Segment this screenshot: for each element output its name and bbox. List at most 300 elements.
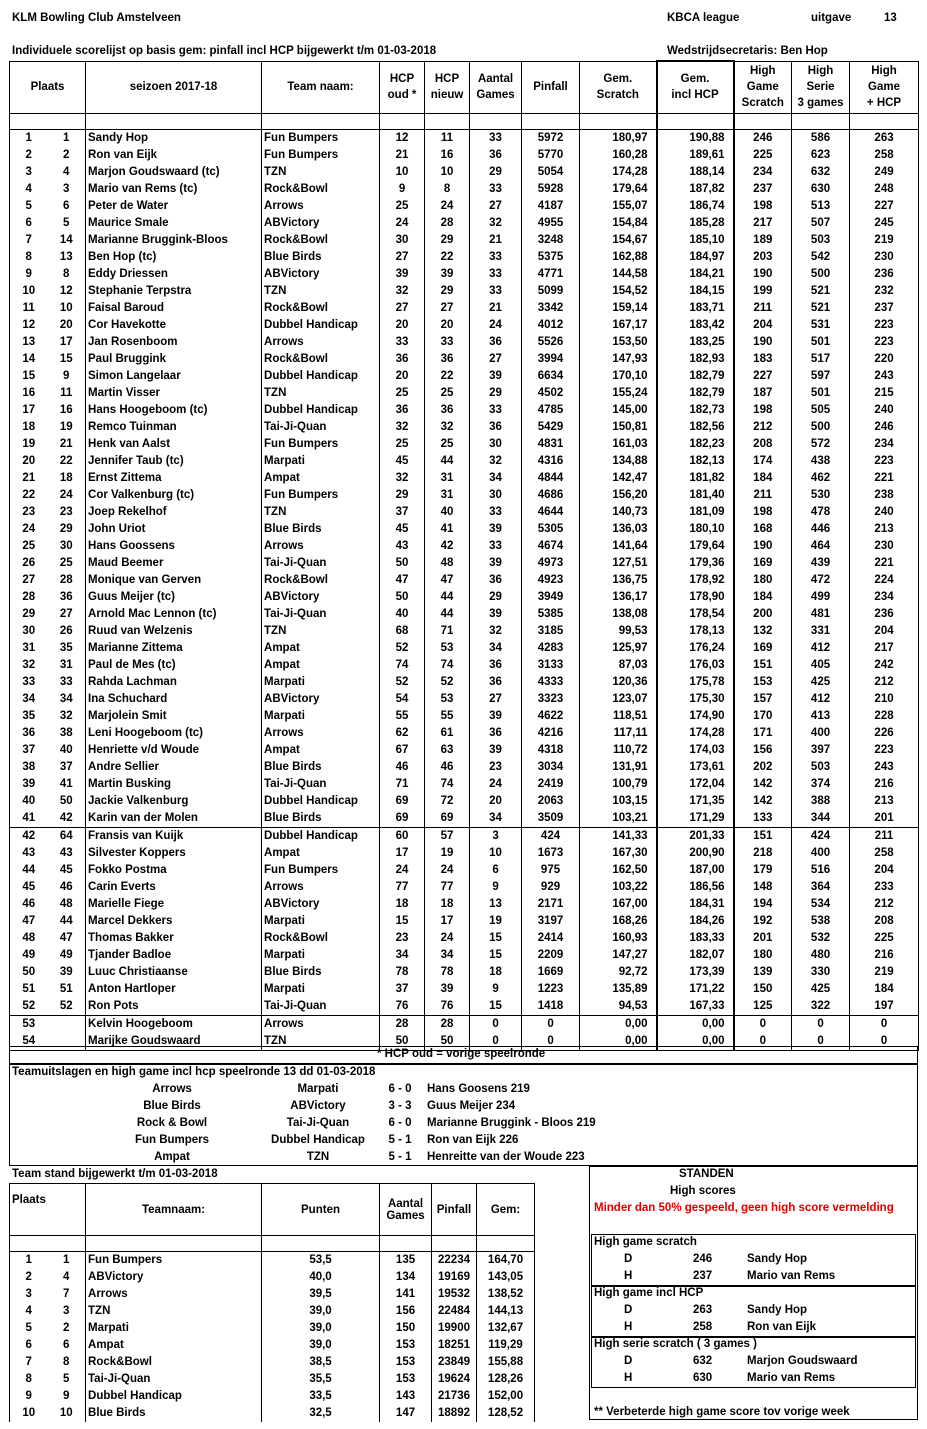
result-highgame: Henreitte van der Woude 223 [427, 1151, 585, 1163]
table-cell: 223 [850, 453, 919, 470]
table-cell: 182,13 [657, 453, 734, 470]
table-row [10, 129, 919, 147]
table-cell: Dubbel Handicap [86, 1388, 262, 1405]
table-cell: Mario van Rems (tc) [86, 181, 262, 198]
table-cell: 0 [734, 1033, 792, 1051]
table-cell: 24 [380, 215, 425, 232]
table-cell: 33 [470, 181, 522, 198]
table-cell: 47 [48, 930, 86, 947]
hg-scratch-h-name: Mario van Rems [747, 1270, 836, 1282]
table-row [10, 1337, 590, 1354]
table-row [10, 930, 919, 947]
table-row [10, 402, 919, 419]
table-cell: Henk van Aalst [86, 436, 262, 453]
table-cell: 51 [10, 981, 48, 998]
table-cell-empty [535, 1337, 590, 1354]
table-cell: 21 [48, 436, 86, 453]
table-cell: ABVictory [262, 266, 380, 283]
table-cell: 12 [10, 317, 48, 334]
table-cell: 586 [792, 129, 850, 147]
table-cell: 2209 [522, 947, 580, 964]
table-cell: 180 [734, 572, 792, 589]
table-cell: 5099 [522, 283, 580, 300]
table-cell: 4955 [522, 215, 580, 232]
table-cell: 23849 [432, 1354, 477, 1371]
table-cell: 5305 [522, 521, 580, 538]
table-cell: 1 [48, 129, 86, 147]
table-cell: 49 [48, 947, 86, 964]
table-cell: 238 [850, 487, 919, 504]
table-cell: 170 [734, 708, 792, 725]
table-cell: 37 [380, 981, 425, 998]
table-row [10, 351, 919, 368]
table-cell: 141,33 [580, 827, 657, 845]
table-cell: 27 [48, 606, 86, 623]
table-cell: 169 [734, 640, 792, 657]
table-cell: 26 [10, 555, 48, 572]
table-cell: 480 [792, 947, 850, 964]
table-cell: 13 [48, 249, 86, 266]
table-cell: 36 [48, 589, 86, 606]
table-cell: 43 [380, 538, 425, 555]
table-cell: 29 [10, 606, 48, 623]
table-cell: 20 [380, 317, 425, 334]
table-cell: Marpati [262, 981, 380, 998]
table-cell: 143 [380, 1388, 432, 1405]
table-cell: 189 [734, 232, 792, 249]
table-cell: 5429 [522, 419, 580, 436]
table-cell: 64 [48, 827, 86, 845]
table-cell: 45 [10, 879, 48, 896]
hg-scratch-d-label: D [624, 1253, 633, 1265]
table-cell: 144,58 [580, 266, 657, 283]
table-cell: 6 [48, 198, 86, 215]
table-row [10, 147, 919, 164]
table-cell: Marpati [262, 947, 380, 964]
table-cell: 397 [792, 742, 850, 759]
table-cell: 182,73 [657, 402, 734, 419]
table-cell: 33 [425, 334, 470, 351]
table-cell: Blue Birds [262, 249, 380, 266]
table-cell: Marjolein Smit [86, 708, 262, 725]
table-cell: 44 [425, 453, 470, 470]
table-cell: 3 [48, 1303, 86, 1320]
table-cell: 19 [48, 419, 86, 436]
table-cell: TZN [262, 164, 380, 181]
table-cell: 69 [380, 810, 425, 828]
table-cell: 507 [792, 215, 850, 232]
hg-hcp-d-score: 263 [693, 1304, 713, 1316]
table-cell: Marpati [86, 1320, 262, 1337]
table-cell: 3949 [522, 589, 580, 606]
table-cell: Marianne Zittema [86, 640, 262, 657]
table-cell-empty [535, 1286, 590, 1303]
table-cell: 1669 [522, 964, 580, 981]
table-cell: 32 [470, 623, 522, 640]
table-cell: Ampat [262, 845, 380, 862]
table-cell: 204 [850, 862, 919, 879]
table-cell: 176,24 [657, 640, 734, 657]
table-cell: Marpati [262, 453, 380, 470]
table-cell: 24 [10, 521, 48, 538]
table-cell: 181,09 [657, 504, 734, 521]
table-cell: 10 [380, 164, 425, 181]
result-away: Marpati [297, 1083, 339, 1095]
table-cell: 225 [850, 930, 919, 947]
table-cell: Dubbel Handicap [262, 317, 380, 334]
table-cell: 21736 [432, 1388, 477, 1405]
table-cell: 33 [10, 674, 48, 691]
table-cell: 478 [792, 504, 850, 521]
table-cell: 34 [425, 947, 470, 964]
table-cell: 184,21 [657, 266, 734, 283]
table-cell: 50 [380, 555, 425, 572]
table-cell: 4771 [522, 266, 580, 283]
table-cell: 136,75 [580, 572, 657, 589]
table-cell: 179,36 [657, 555, 734, 572]
table-cell: 623 [792, 147, 850, 164]
table-cell: 0,00 [580, 1015, 657, 1033]
col-seizoen: seizoen 2017-18 [86, 61, 262, 113]
table-cell: 446 [792, 521, 850, 538]
table-cell: 20 [470, 793, 522, 810]
table-cell: 227 [850, 198, 919, 215]
table-cell: 175,78 [657, 674, 734, 691]
table-cell: 180,97 [580, 129, 657, 147]
table-row [10, 215, 919, 232]
table-cell: 22 [425, 368, 470, 385]
table-cell: 1 [10, 1252, 48, 1270]
table-cell: 232 [850, 283, 919, 300]
table-cell: 3034 [522, 759, 580, 776]
table-cell: 21 [10, 470, 48, 487]
table-cell: 153 [380, 1337, 432, 1354]
table-cell: 40 [380, 606, 425, 623]
table-cell: 33 [380, 334, 425, 351]
table-row [10, 470, 919, 487]
table-cell: Cor Havekotte [86, 317, 262, 334]
table-cell: Martin Visser [86, 385, 262, 402]
table-cell: 24 [470, 317, 522, 334]
table-cell: 179,64 [657, 538, 734, 555]
table-cell: 464 [792, 538, 850, 555]
table-cell: 212 [850, 674, 919, 691]
table-cell: 142 [734, 776, 792, 793]
table-cell: 169 [734, 555, 792, 572]
hg-scratch-h-label: H [624, 1270, 633, 1282]
table-cell: Fun Bumpers [262, 129, 380, 147]
table-cell: 71 [380, 776, 425, 793]
table-cell: 30 [48, 538, 86, 555]
table-cell: 263 [850, 129, 919, 147]
table-cell: Hans Goossens [86, 538, 262, 555]
table-row [10, 657, 919, 674]
table-cell: 118,51 [580, 708, 657, 725]
table-cell: 2419 [522, 776, 580, 793]
table-cell: 199 [734, 283, 792, 300]
league-name: KBCA league [667, 12, 740, 24]
table-cell: 179,64 [580, 181, 657, 198]
table-cell: 138,08 [580, 606, 657, 623]
table-cell: Arrows [262, 879, 380, 896]
table-cell: 174,90 [657, 708, 734, 725]
table-cell: 178,54 [657, 606, 734, 623]
table-cell: 99,53 [580, 623, 657, 640]
table-cell: 513 [792, 198, 850, 215]
table-cell: TZN [262, 283, 380, 300]
table-cell: 3248 [522, 232, 580, 249]
table-cell: 15 [48, 351, 86, 368]
table-cell: 198 [734, 504, 792, 521]
table-cell: 182,79 [657, 368, 734, 385]
table-cell: Cor Valkenburg (tc) [86, 487, 262, 504]
table-cell: 63 [425, 742, 470, 759]
table-cell: 100,79 [580, 776, 657, 793]
table-cell: 22484 [432, 1303, 477, 1320]
table-cell: 162,88 [580, 249, 657, 266]
table-cell: 150 [734, 981, 792, 998]
table-cell: 192 [734, 913, 792, 930]
edition-label: uitgave [811, 12, 852, 24]
table-cell: Monique van Gerven [86, 572, 262, 589]
table-cell: 187 [734, 385, 792, 402]
table-cell: 142 [734, 793, 792, 810]
table-cell: 15 [10, 368, 48, 385]
table-cell: 3 [48, 181, 86, 198]
table-cell: 5 [10, 198, 48, 215]
table-cell: 243 [850, 368, 919, 385]
table-cell: 131,91 [580, 759, 657, 776]
table-cell: 41 [425, 521, 470, 538]
table-cell: 43 [48, 845, 86, 862]
table-cell: 39,0 [262, 1303, 380, 1320]
table-cell: 9 [10, 266, 48, 283]
table-cell: 30 [470, 487, 522, 504]
table-cell: 50 [425, 1033, 470, 1051]
table-cell: 374 [792, 776, 850, 793]
table-cell: 24 [425, 862, 470, 879]
table-cell: 156 [380, 1303, 432, 1320]
table-cell: 32 [470, 453, 522, 470]
table-cell: Tai-Ji-Quan [262, 998, 380, 1016]
table-cell: 153 [380, 1371, 432, 1388]
table-cell: 154,84 [580, 215, 657, 232]
table-cell: 77 [380, 879, 425, 896]
table-cell: 212 [734, 419, 792, 436]
table-cell: 2 [48, 1320, 86, 1337]
table-cell: 47 [380, 572, 425, 589]
table-cell: 110,72 [580, 742, 657, 759]
table-cell: 53 [10, 1015, 48, 1033]
table-cell: 26 [48, 623, 86, 640]
table-cell: Ampat [262, 742, 380, 759]
table-cell: 25 [425, 436, 470, 453]
table-cell: 8 [10, 249, 48, 266]
table-cell: 125,97 [580, 640, 657, 657]
table-row [10, 181, 919, 198]
table-cell: 138,52 [477, 1286, 535, 1303]
table-cell: 221 [850, 555, 919, 572]
table-cell: 139 [734, 964, 792, 981]
table-row [10, 1405, 590, 1422]
table-cell: 223 [850, 334, 919, 351]
table-cell: 167,33 [657, 998, 734, 1016]
table-cell: Luuc Christiaanse [86, 964, 262, 981]
table-cell: Simon Langelaar [86, 368, 262, 385]
table-cell: 19 [470, 913, 522, 930]
table-row [10, 283, 919, 300]
result-away: Tai-Ji-Quan [286, 1117, 350, 1129]
table-cell-empty [535, 1269, 590, 1286]
table-cell: 18 [48, 470, 86, 487]
results-title: Teamuitslagen en high game incl hcp speelronde 13 dd 01-03-2018 [12, 1066, 376, 1078]
table-cell: 234 [850, 436, 919, 453]
table-cell: 141 [380, 1286, 432, 1303]
table-cell: 92,72 [580, 964, 657, 981]
table-cell: 34 [470, 470, 522, 487]
table-cell: Leni Hoogeboom (tc) [86, 725, 262, 742]
table-cell: 9 [470, 879, 522, 896]
table-cell: 36 [425, 402, 470, 419]
table-cell: 9 [10, 1388, 48, 1405]
table-cell: 184 [850, 981, 919, 998]
table-cell: 52 [380, 674, 425, 691]
table-cell: 44 [425, 589, 470, 606]
table-cell: 929 [522, 879, 580, 896]
table-cell: 4622 [522, 708, 580, 725]
table-cell: 204 [734, 317, 792, 334]
table-cell: Marjon Goudswaard (tc) [86, 164, 262, 181]
table-cell: Guus Meijer (tc) [86, 589, 262, 606]
table-cell: Maud Beemer [86, 555, 262, 572]
table-cell: Marpati [262, 708, 380, 725]
table-cell: 8 [48, 1354, 86, 1371]
table-cell: 330 [792, 964, 850, 981]
table-cell: 472 [792, 572, 850, 589]
table-cell: 29 [470, 385, 522, 402]
table-cell: 227 [734, 368, 792, 385]
table-cell: Marijke Goudswaard [86, 1033, 262, 1051]
table-row [10, 521, 919, 538]
table-cell: 216 [850, 947, 919, 964]
table-cell: 159,14 [580, 300, 657, 317]
table-cell: 94,53 [580, 998, 657, 1016]
table-cell: 39 [470, 708, 522, 725]
table-cell: 4318 [522, 742, 580, 759]
hg-hcp-h-name: Ron van Eijk [747, 1321, 817, 1333]
table-cell: 25 [10, 538, 48, 555]
table-cell: 50 [380, 1033, 425, 1051]
table-cell: 78 [380, 964, 425, 981]
table-cell: 171,22 [657, 981, 734, 998]
table-cell: 19532 [432, 1286, 477, 1303]
table-cell: Fun Bumpers [262, 147, 380, 164]
table-cell: 36 [10, 725, 48, 742]
table-row [10, 1286, 590, 1303]
table-row [10, 487, 919, 504]
table-cell: 28 [380, 1015, 425, 1033]
table-cell: 462 [792, 470, 850, 487]
table-cell: 171 [734, 725, 792, 742]
table-cell: 218 [734, 845, 792, 862]
table-cell: 117,11 [580, 725, 657, 742]
table-cell: 39 [470, 555, 522, 572]
table-cell: 200,90 [657, 845, 734, 862]
table-cell: ABVictory [262, 589, 380, 606]
table-cell: Ron van Eijk [86, 147, 262, 164]
table-cell: 27 [470, 351, 522, 368]
table-row [10, 793, 919, 810]
table-cell: 21 [470, 232, 522, 249]
table-cell: 72 [425, 793, 470, 810]
hs-scratch-d-score: 632 [693, 1355, 713, 1367]
table-cell: 19900 [432, 1320, 477, 1337]
col-hg-scratch: High Game Scratch [734, 61, 792, 113]
table-cell: ABVictory [262, 691, 380, 708]
col-hg-hcp: High Game + HCP [850, 61, 919, 113]
table-cell: 16 [48, 402, 86, 419]
table-cell: 127,51 [580, 555, 657, 572]
table-cell: 39,0 [262, 1320, 380, 1337]
table-cell: 412 [792, 691, 850, 708]
table-cell: 424 [522, 827, 580, 845]
table-row [10, 232, 919, 249]
table-cell: 33 [470, 283, 522, 300]
table-cell: 217 [734, 215, 792, 232]
table-cell: 5972 [522, 129, 580, 147]
hg-hcp-d-name: Sandy Hop [747, 1304, 808, 1316]
table-cell: 74 [380, 657, 425, 674]
table-cell: 0 [522, 1015, 580, 1033]
table-cell: 156,20 [580, 487, 657, 504]
table-cell: Arrows [262, 1015, 380, 1033]
table-cell: 2063 [522, 793, 580, 810]
table-cell: 60 [380, 827, 425, 845]
table-cell: 61 [425, 725, 470, 742]
result-score: 3 - 3 [388, 1100, 412, 1112]
table-cell: 182,07 [657, 947, 734, 964]
table-cell: 24 [470, 776, 522, 793]
table-cell: 23 [380, 930, 425, 947]
table-cell: Marielle Fiege [86, 896, 262, 913]
table-cell: Rock&Bowl [262, 930, 380, 947]
table-cell: 258 [850, 147, 919, 164]
table-cell: 31 [425, 470, 470, 487]
hg-hcp-h-label: H [624, 1321, 633, 1333]
table-cell: 44 [48, 913, 86, 930]
table-cell: 632 [792, 164, 850, 181]
table-cell: 27 [380, 300, 425, 317]
table-cell: 236 [850, 606, 919, 623]
table-cell: 13 [470, 896, 522, 913]
table-cell: 211 [734, 487, 792, 504]
hg-scratch-d-score: 246 [693, 1253, 713, 1265]
table-cell: 40,0 [262, 1269, 380, 1286]
table-cell: 74 [425, 776, 470, 793]
table-cell: 140,73 [580, 504, 657, 521]
table-cell: 128,52 [477, 1405, 535, 1422]
table-cell: 542 [792, 249, 850, 266]
table-cell: 0,00 [580, 1033, 657, 1051]
table-cell: 202 [734, 759, 792, 776]
table-cell: 216 [850, 776, 919, 793]
warning-text: Minder dan 50% gespeeld, geen high score vermelding [594, 1202, 894, 1214]
table-cell: 36 [470, 147, 522, 164]
table-cell: 7 [10, 232, 48, 249]
table-cell: 35 [10, 708, 48, 725]
standen-title: STANDEN [679, 1168, 734, 1180]
table-cell: 201 [850, 810, 919, 828]
